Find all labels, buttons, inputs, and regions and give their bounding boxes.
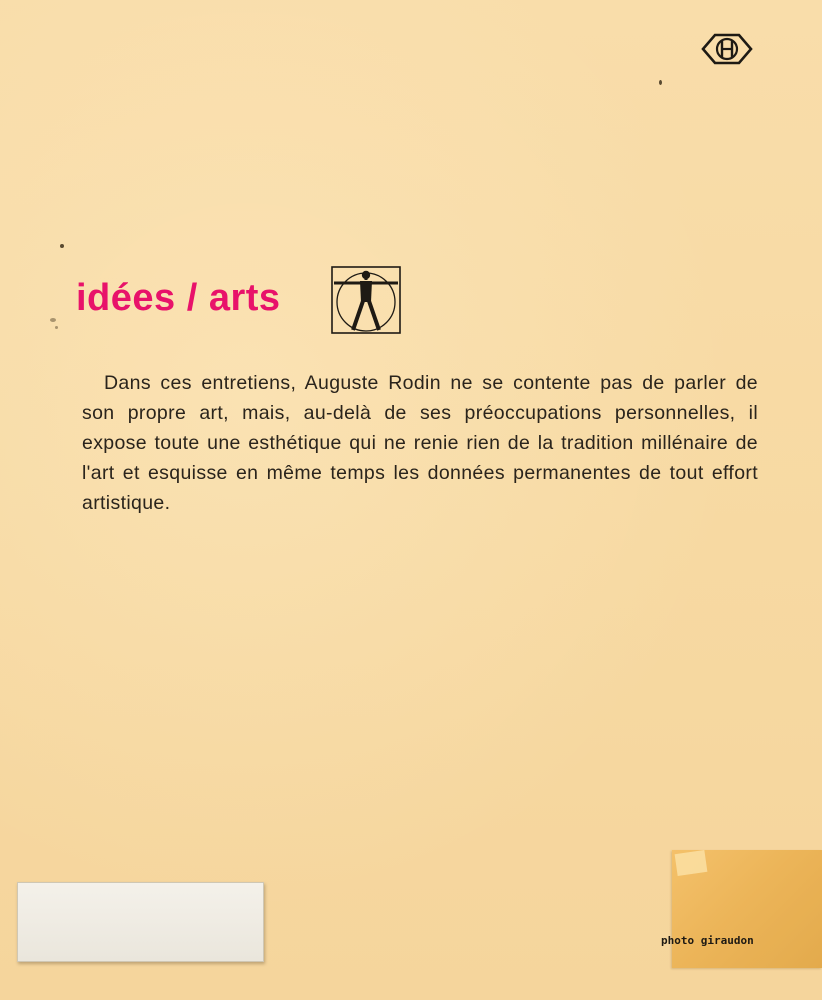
tape-fold [675, 850, 708, 876]
paper-speck [60, 244, 64, 248]
photo-credit: photo giraudon [661, 934, 754, 947]
paper-speck [55, 326, 58, 329]
paper-sticker [17, 882, 264, 962]
paper-speck [50, 318, 56, 322]
paper-speck [659, 80, 662, 85]
publisher-logo-icon [701, 32, 753, 66]
back-cover-blurb [82, 368, 758, 518]
vitruvian-man-icon [331, 266, 401, 334]
series-title: idées / arts [76, 277, 281, 319]
blurb-paragraph: Dans ces entretiens, Auguste Rodin ne se contente pas de parler de son propre art, mais, au-delà de ses préoccupations personnelles, il expose toute une esthétique qui ne renie rien de la tradition millénaire de l'art et esquisse en même temps les données permanentes de tout effort artistique. [82, 372, 758, 514]
